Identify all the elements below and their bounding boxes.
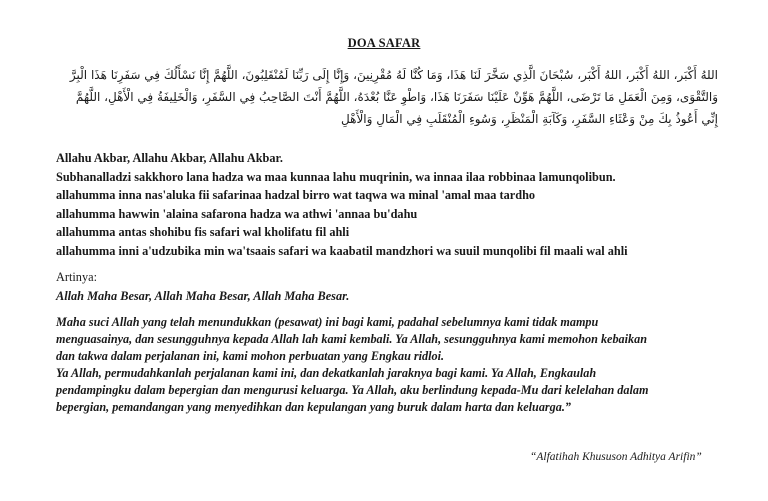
transliteration-block: [56, 149, 746, 260]
translation-line: dan takwa dalam perjalanan ini, kami mohon perbuatan yang Engkau ridloi.: [56, 349, 445, 363]
translation-block: [56, 314, 736, 416]
page-title: DOA SAFAR: [347, 36, 421, 50]
transliteration-line: allahumma antas shohibu fis safari wal kholifatu fil ahli: [56, 225, 350, 239]
transliteration-line: Allahu Akbar, Allahu Akbar, Allahu Akbar.: [56, 151, 283, 165]
translation-line: pendampingku dalam bepergian dan mengurusi keluarga. Ya Allah, aku berlindung kepada-Mu dari kelelahan dalam: [56, 383, 649, 397]
transliteration-line: allahumma inna nas'aluka fii safarinaa hadzal birro wat taqwa wa minal 'amal maa tardho: [56, 188, 536, 202]
transliteration-line: allahumma inni a'udzubika min wa'tsaais safari wa kaabatil mandzhori wa suuil munqolibi fil maali wal ahli: [56, 243, 628, 258]
translation-line: bepergian, pemandangan yang menyedihkan dan kepulangan yang buruk dalam harta dan keluarga.”: [56, 400, 571, 414]
signature-dedication: “Alfatihah Khususon Adhitya Arifin”: [530, 451, 702, 463]
translation-label: Artinya:: [56, 270, 97, 284]
arabic-prayer-text: اللهُ أَكْبَر، اللهُ أَكْبَر، اللهُ أَكْبَر، سُبْحَانَ الَّذِي سَخَّرَ لَنَا هَذَا، وَمَا كُنَّا لَهُ مُقْرِنِينَ، وَإِنَّا إِلَى رَبِّنَا لَمُنْقَلِبُونَ، اللَّهُمَّ إِنَّا نَسْأَلُكَ فِي سَفَرِنَا هَذَا الْبِرَّ وَالتَّقْوَى، وَمِنَ الْعَمَلِ مَا تَرْضَى، اللَّهُمَّ هَوِّنْ عَلَيْنَا سَفَرَنَا هَذَا، وَاطْوِ عَنَّا بُعْدَهُ، اللَّهُمَّ أَنْتَ الصَّاحِبُ فِي السَّفَرِ، وَالْخَلِيفَةُ فِي الْأَهْلِ، اللَّهُمَّ إِنِّي أَعُوذُ بِكَ مِنْ وَعْثَاءِ السَّفَرِ، وَكَآبَةِ الْمَنْظَرِ، وَسُوءِ الْمُنْقَلَبِ فِي الْمَالِ وَالْأَهْلِ: [69, 68, 718, 126]
transliteration-line: Subhanalladzi sakkhoro lana hadza wa maa kunnaa lahu muqrinin, wa innaa ilaa robbinaa lamunqolibun.: [56, 169, 616, 184]
transliteration-line: allahumma hawwin 'alaina safarona hadza wa athwi 'annaa bu'dahu: [56, 206, 418, 221]
translation-line: Maha suci Allah yang telah menundukkan (pesawat) ini bagi kami, padahal sebelumnya kami tidak mampu: [56, 315, 599, 329]
translation-line: Ya Allah, permudahkanlah perjalanan kami ini, dan dekatkanlah jaraknya bagi kami. Ya Allah, Engkaulah: [56, 366, 597, 380]
translation-line: menguasainya, dan sesungguhnya kepada Allah lah kami kembali. Ya Allah, sesungguhnya kami memohon kebaikan: [56, 332, 647, 346]
translation-takbir: Allah Maha Besar, Allah Maha Besar, Allah Maha Besar.: [56, 289, 350, 303]
